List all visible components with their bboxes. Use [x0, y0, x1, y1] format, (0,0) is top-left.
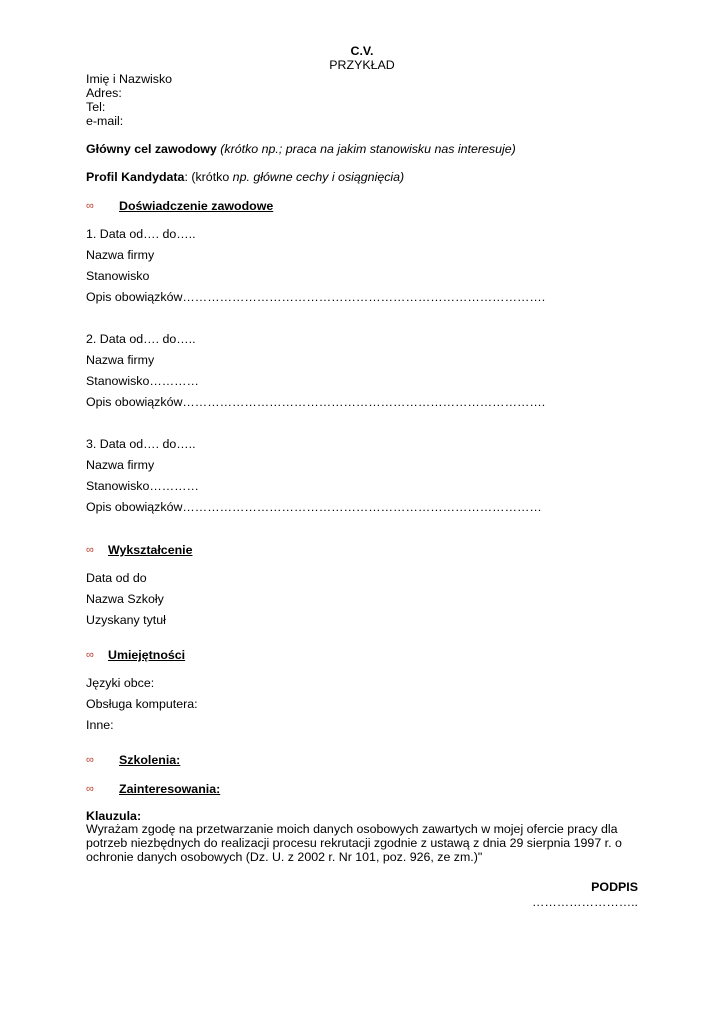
experience-2-company: Nazwa firmy [86, 353, 155, 367]
experience-3-position: Stanowisko………… [86, 479, 199, 493]
experience-2-duties: Opis obowiązków……………………………………………………………………………. [86, 395, 546, 409]
experience-1-company: Nazwa firmy [86, 248, 155, 262]
name-label: Imię i Nazwisko [86, 72, 173, 86]
experience-1-dates: 1. Data od…. do….. [86, 227, 196, 241]
phone-label: Tel: [86, 100, 106, 114]
career-goal-label: Główny cel zawodowy [86, 142, 217, 156]
experience-3-company: Nazwa firmy [86, 458, 155, 472]
email-label: e-mail: [86, 114, 124, 128]
document-subtitle: PRZYKŁAD [329, 58, 395, 72]
experience-3-duties: Opis obowiązków…………………………………………………………………………… [86, 500, 542, 514]
clause-text: Wyrażam zgodę na przetwarzanie moich danych osobowych zawartych w mojej ofercie pracy dla potrzeb niezbędnych do realizacji procesu rekrutacji zgodnie z ustawą z dnia 29 sierpnia 1997 r. o ochronie danych osobowych (Dz. U. z 2002 r. Nr 101, poz. 926, ze zm.)" [86, 822, 622, 864]
education-title: Uzyskany tytuł [86, 613, 166, 627]
skills-other: Inne: [86, 718, 114, 732]
experience-1-position: Stanowisko [86, 269, 150, 283]
education-dates: Data od do [86, 571, 147, 585]
profile-label: Profil Kandydata [86, 170, 185, 184]
education-school: Nazwa Szkoły [86, 592, 164, 606]
experience-1-duties: Opis obowiązków……………………………………………………………………………. [86, 290, 546, 304]
career-goal-line [86, 142, 516, 156]
profile-hint-italic: np. główne cechy i osiągnięcia) [232, 170, 405, 184]
address-label: Adres: [86, 86, 122, 100]
trainings-heading: Szkolenia: [119, 753, 181, 767]
skills-heading: Umiejętności [108, 648, 186, 662]
signature-line: …………………….. [531, 895, 638, 909]
skills-computer: Obsługa komputera: [86, 697, 198, 711]
bullet-icon: ∞ [86, 649, 94, 661]
profile-line [86, 170, 404, 184]
skills-languages: Języki obce: [86, 676, 155, 690]
education-heading: Wykształcenie [108, 543, 193, 557]
experience-3-dates: 3. Data od…. do….. [86, 437, 196, 451]
document-title: C.V. [350, 44, 374, 58]
bullet-icon: ∞ [86, 754, 94, 766]
signature-label: PODPIS [591, 880, 638, 894]
interests-heading: Zainteresowania: [119, 782, 221, 796]
profile-hint-plain: : (krótko [184, 170, 233, 184]
bullet-icon: ∞ [86, 544, 94, 556]
career-goal-hint: (krótko np.; praca na jakim stanowisku nas interesuje) [220, 142, 516, 156]
experience-heading: Doświadczenie zawodowe [119, 199, 274, 213]
bullet-icon: ∞ [86, 200, 94, 212]
experience-2-dates: 2. Data od…. do….. [86, 332, 196, 346]
experience-2-position: Stanowisko………… [86, 374, 199, 388]
bullet-icon: ∞ [86, 783, 94, 795]
clause-heading: Klauzula: [86, 809, 142, 823]
